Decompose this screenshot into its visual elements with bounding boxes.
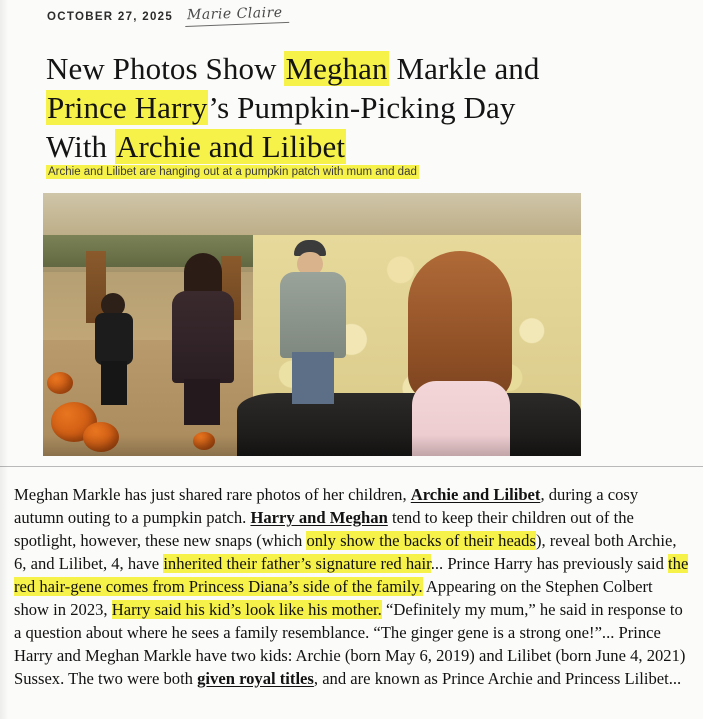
section-divider xyxy=(0,466,703,467)
photo-child-figure xyxy=(91,293,137,435)
body-highlight-colbert-quote: Harry said his kid’s look like his mother. xyxy=(111,599,382,619)
headline-segment: With xyxy=(46,129,115,165)
body-highlight-diana-gene: the red hair-gene comes from Princess Diana’s side of the family. xyxy=(14,553,689,596)
headline-highlight-meghan: Meghan xyxy=(285,50,388,86)
body-segment: Meghan Markle has just shared rare photos of her children, xyxy=(14,485,411,504)
article-standfirst xyxy=(46,164,606,180)
body-segment: tend to keep their children out of the spotlight, however, these new snaps (which xyxy=(14,507,634,550)
body-segment: ... Prince Harry has previously said xyxy=(430,553,669,573)
page-edge-shadow xyxy=(0,0,8,719)
body-segment: Appearing on the Stephen Colbert show in 2023, xyxy=(14,576,653,619)
body-link-archie-lilibet[interactable]: Archie and Lilibet xyxy=(410,485,541,504)
body-segment: ), reveal both Archie, 6, and Lilibet, 4, have xyxy=(14,530,677,573)
body-link-royal-titles[interactable]: given royal titles xyxy=(197,668,314,688)
body-link-harry-meghan[interactable]: Harry and Meghan xyxy=(250,507,388,527)
body-segment: , during a cosy autumn outing to a pumpkin patch. xyxy=(14,485,639,527)
photo-foreground-pumpkin xyxy=(47,372,73,394)
headline-highlight-prince-harry: Prince Harry xyxy=(47,90,208,126)
article-photo xyxy=(43,193,581,456)
headline-highlight-archie-lilibet: Archie and Lilibet xyxy=(116,129,346,165)
body-segment: “Definitely my mum,” he said in response to a question about where he sees a family resemblance. “The ginger gene is a strong one!”... Prince Harry and Meghan Markle have two kids: Archie (born May 6, 2019) and Lilibet (born June 4, 2021) Sussex. The two were both xyxy=(14,599,686,688)
headline-segment: ’s Pumpkin-Picking Day xyxy=(208,90,516,126)
page-title xyxy=(46,49,666,167)
publication-annotation: Marie Claire xyxy=(186,4,283,24)
headline-segment: New Photos Show xyxy=(46,50,285,86)
body-highlight-red-hair: inherited their father’s signature red hair xyxy=(163,553,431,573)
photo-bottom-shadow xyxy=(43,435,581,456)
standfirst-text: Archie and Lilibet are hanging out at a pumpkin patch with mum and dad xyxy=(48,165,417,178)
body-segment: , and are known as Prince Archie and Princess Lilibet... xyxy=(313,668,682,688)
photo-man-figure xyxy=(280,240,346,403)
photo-woman-figure xyxy=(172,253,234,427)
headline-segment: Markle and xyxy=(388,50,540,86)
article-body xyxy=(14,484,690,691)
article-meta xyxy=(47,4,283,24)
body-highlight-backs-of-heads: only show the backs of their heads xyxy=(306,530,536,550)
publish-date: OCTOBER 27, 2025 xyxy=(47,11,174,23)
photo-girl-figure xyxy=(408,251,516,456)
